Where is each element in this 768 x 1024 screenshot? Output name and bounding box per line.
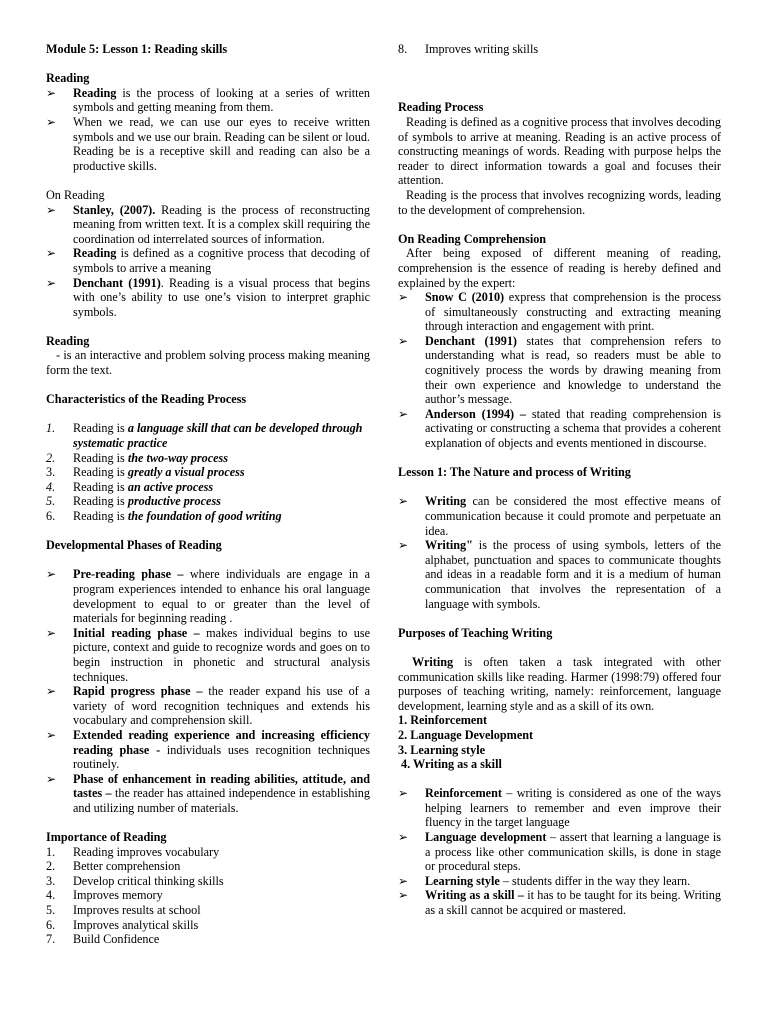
writing-list (398, 494, 721, 611)
bullet-item (46, 567, 370, 625)
item-number: 2. (46, 450, 56, 465)
item-number: 5. (46, 903, 56, 918)
item-text: Reading is (73, 465, 128, 480)
item-bold: Reinforcement (425, 786, 502, 801)
item-number: 1. (46, 421, 56, 436)
section-heading-reading-2: Reading (46, 333, 90, 348)
list-item (46, 918, 370, 933)
bullet-item: ➢ Stanley, (2007). Reading is the process of reconstructing meaning from written text. It is a complex skill requiring the coordination od interrelated sources of information. (46, 203, 370, 247)
item-emphasis: the two-way process (127, 450, 229, 465)
item-bold: Language development (425, 830, 547, 845)
item-text: – students differ in the way they learn. (499, 873, 691, 888)
bullet-item (398, 888, 721, 917)
purposes-list (398, 786, 721, 917)
bullet-item: ➢ Denchant (1991). Reading is a visual process that begins with one’s ability to use one’s vision to interpret graphic symbols. (46, 276, 370, 320)
list-item (46, 494, 370, 509)
item-bold: Initial reading phase – (73, 625, 200, 640)
comprehension-list (398, 290, 721, 451)
item-number: 8. (398, 42, 408, 56)
item-text: Reading is (73, 450, 128, 465)
bullet-item (398, 538, 721, 611)
bullet-item (398, 407, 721, 451)
item-text: can be considered the most effective means of communication because it could promote and perpetuate an idea. (425, 494, 721, 538)
item-emphasis: the foundation of good writing (127, 509, 282, 523)
paragraph: - is an interactive and problem solving process making meaning form the text. (46, 348, 370, 378)
list-item (46, 451, 370, 466)
item-bold: Denchant (1991) (425, 333, 517, 348)
item-text: – writing is considered as one of the ways helping learners to remember and even improve their fluency in the target language (425, 786, 721, 830)
list-item (46, 509, 370, 524)
paragraph: Reading is defined as a cognitive process that involves decoding of symbols to arrive at meaning. Reading is an active process of constructing meanings of words. Reading with purpose helps the reader to direct information towards a goal and focuses their attention. (398, 114, 721, 188)
bullet-item (46, 684, 370, 728)
item-text: makes individual begins to use picture, context and guide to recognize words and goes on to begin instruction in phonetic and structural analysis techniques. (73, 625, 370, 684)
item-bold: Extended reading experience and increasing efficiency reading phase - (73, 727, 370, 757)
item-text: Develop critical thinking skills (73, 873, 224, 888)
list-item (46, 421, 370, 450)
bullet-item (398, 494, 721, 538)
importance-list (46, 845, 370, 947)
item-text: is the process of using symbols, letters of the alphabet, punctuation and spaces to communicate thoughts and ideas in a readable form and it is a medium of human communication that involves the representation of a language with symbols. (425, 538, 721, 611)
list-item (46, 903, 370, 918)
list-item (398, 42, 721, 57)
characteristics-list (46, 421, 370, 523)
item-number: 4. (46, 479, 56, 494)
item-text: Reading is (73, 494, 128, 509)
section-heading-purposes: Purposes of Teaching Writing (398, 625, 553, 640)
right-column (398, 42, 721, 918)
item-number: 1. (46, 844, 56, 859)
section-heading-writing: Lesson 1: The Nature and process of Writing (398, 465, 631, 480)
item-text: states that comprehension refers to understanding what is read, so readers must be able to cognitively process the words by drawing meaning from their own experience and knowledge to understand the author’s message. (425, 333, 721, 407)
importance-list-continued (398, 42, 721, 57)
item-text: Reading is (73, 479, 128, 494)
item-number: 3. (46, 873, 56, 888)
item-number: 5. (46, 494, 56, 509)
bullet-item (398, 290, 721, 334)
section-heading-characteristics: Characteristics of the Reading Process (46, 392, 247, 407)
bullet-item: ➢ Reading is defined as a cognitive process that decoding of symbols to arrive a meaning (46, 246, 370, 275)
item-bold: Writing (425, 494, 467, 509)
item-bold: Writing as a skill – (425, 888, 524, 903)
bullet-item (46, 626, 370, 684)
bullet-item: ➢ Reading is the process of looking at a series of written symbols and getting meaning from them. (46, 86, 370, 115)
item-number: 2. (46, 859, 56, 874)
numbered-heading: 3. Learning style (398, 742, 486, 757)
bullet-item (398, 830, 721, 874)
item-number: 4. (46, 888, 56, 903)
section-heading-phases: Developmental Phases of Reading (46, 538, 222, 553)
item-text: Reading is (73, 509, 128, 523)
item-text: Improves results at school (73, 903, 201, 918)
bullet-item (398, 334, 721, 407)
list-item (46, 888, 370, 903)
item-emphasis: a language skill that can be developed through systematic practice (73, 421, 363, 451)
list-item (46, 480, 370, 495)
section-heading-on-reading: On Reading (46, 187, 105, 202)
item-number: 6. (46, 917, 56, 932)
numbered-heading: 4. Writing as a skill (398, 757, 502, 772)
item-text: Improves writing skills (425, 42, 539, 56)
bullet-item (46, 772, 370, 816)
left-column (46, 42, 370, 947)
item-text: Build Confidence (73, 932, 160, 947)
numbered-heading: 2. Language Development (398, 727, 534, 742)
item-text: express that comprehension is the process of simultaneously constructing and extracting meaning through interaction and engagement with print. (425, 290, 721, 334)
bullet-item (398, 786, 721, 830)
page-title: Module 5: Lesson 1: Reading skills (46, 42, 228, 56)
section-heading-reading-process: Reading Process (398, 100, 484, 115)
item-text: Better comprehension (73, 859, 181, 874)
item-bold: Rapid progress phase – (73, 684, 203, 699)
list-item (46, 859, 370, 874)
paragraph: Writing is often taken a task integrated with other communication skills like reading. Harmer (1998:79) offered four purposes of teaching writing, namely: reinforcement, language development, learning style and as a skill of its own. (398, 654, 721, 713)
item-number: 6. (46, 509, 56, 523)
item-emphasis: productive process (127, 494, 221, 509)
item-text: stated that reading comprehension is activating or constructing a schema that provides a coherent explanation of objects and events mentioned in discourse. (425, 406, 721, 451)
item-text: Reading improves vocabulary (73, 844, 220, 859)
item-text: Improves analytical skills (73, 917, 199, 932)
paragraph: Reading is the process that involves recognizing words, leading to the development of comprehension. (398, 187, 721, 217)
item-emphasis: greatly a visual process (127, 465, 245, 480)
item-text: where individuals are engage in a program experiences intended to enhance his oral language development to equal to or greater than the level of materials for beginning reading . (73, 567, 370, 626)
bullet-item: ➢ When we read, we can use our eyes to receive written symbols and we use our brain. Reading can be silent or loud. Reading be is a receptive skill and reading can also be a productive skills. (46, 115, 370, 173)
section-heading-importance: Importance of Reading (46, 830, 167, 845)
item-number: 7. (46, 932, 56, 947)
bullet-item (398, 874, 721, 889)
item-bold: Anderson (1994) – (425, 406, 527, 421)
item-text: it has to be taught for its being. Writing as a skill cannot be acquired or mastered. (425, 888, 721, 918)
item-text: the reader expand his use of a variety of word recognition techniques and extends his vocabulary and comprehension skill. (73, 684, 370, 728)
section-heading-reading: Reading (46, 71, 90, 86)
list-item (46, 845, 370, 860)
item-bold: Pre-reading phase – (73, 567, 184, 582)
item-bold: Snow C (2010) (425, 290, 505, 305)
bullet-item (46, 728, 370, 772)
item-bold: Phase of enhancement in reading abilities, attitude, and tastes – (73, 771, 370, 801)
section-heading-comprehension: On Reading Comprehension (398, 231, 547, 246)
item-text: the reader has attained independence in establishing and utilizing number of materials. (73, 786, 370, 815)
item-text: – assert that learning a language is a process like other communication skills, is done in stage or procedural steps. (425, 830, 722, 874)
list-item (46, 874, 370, 889)
list-item (46, 932, 370, 947)
list-item (46, 465, 370, 480)
phases-list (46, 567, 370, 815)
paragraph: After being exposed of different meaning of reading, comprehension is the essence of reading is hereby defined and explained by the expert: (398, 246, 721, 290)
item-text: Reading is (73, 421, 128, 436)
item-text: individuals uses recognition techniques routinely. (73, 742, 371, 772)
item-bold: Learning style (425, 873, 500, 888)
item-number: 3. (46, 465, 56, 480)
item-emphasis: an active process (127, 479, 214, 494)
item-bold: Writing" (425, 538, 473, 553)
purposes-numbered-list (398, 713, 721, 771)
item-text: Improves memory (73, 888, 163, 903)
numbered-heading: 1. Reinforcement (398, 713, 488, 728)
